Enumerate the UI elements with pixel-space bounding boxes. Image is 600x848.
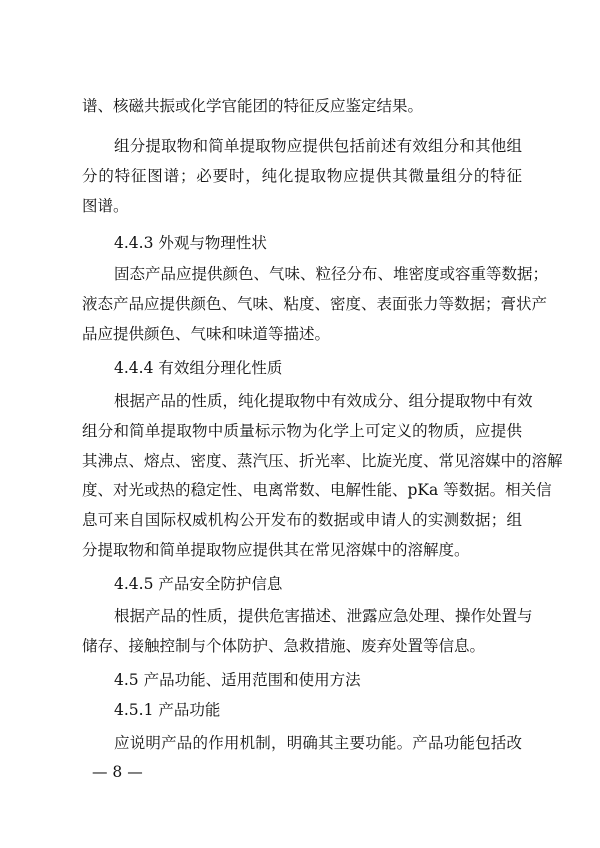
paragraph-line: 根据产品的性质，提供危害描述、泄露应急处理、操作处置与 — [114, 607, 533, 625]
paragraph-line: 固态产品应提供颜色、气味、粒径分布、堆密度或容重等数据； — [114, 265, 549, 283]
paragraph-line: 储存、接触控制与个体防护、急救措施、废弃处置等信息。 — [82, 637, 486, 655]
section-heading: 4.5.1 产品功能 — [114, 701, 221, 719]
section-heading: 4.4.5 产品安全防护信息 — [114, 575, 283, 593]
section-heading: 4.5 产品功能、适用范围和使用方法 — [114, 671, 361, 689]
paragraph-line: 分的特征图谱；必要时，纯化提取物应提供其微量组分的特征 — [82, 167, 522, 185]
paragraph-line: 应说明产品的作用机制，明确其主要功能。产品功能包括改 — [114, 734, 522, 752]
paragraph-line: 根据产品的性质，纯化提取物中有效成分、组分提取物中有效 — [114, 392, 533, 410]
paragraph-line: 其沸点、熔点、密度、蒸汽压、折光率、比旋光度、常见溶媒中的溶解 — [82, 452, 563, 470]
section-heading: 4.4.4 有效组分理化性质 — [114, 359, 283, 377]
page-number: — 8 — — [92, 763, 143, 781]
section-heading: 4.4.3 外观与物理性状 — [114, 234, 267, 252]
paragraph-line: 品应提供颜色、气味和味道等描述。 — [82, 325, 331, 343]
paragraph-line: 图谱。 — [82, 197, 129, 215]
paragraph-line: 组分提取物和简单提取物应提供包括前述有效组分和其他组 — [114, 137, 522, 155]
paragraph-line: 息可来自国际权威机构公开发布的数据或申请人的实测数据；组 — [82, 511, 522, 529]
paragraph-line: 液态产品应提供颜色、气味、粘度、密度、表面张力等数据；膏状产 — [82, 295, 548, 313]
paragraph-line: 度、对光或热的稳定性、电离常数、电解性能、pKa 等数据。相关信 — [82, 481, 552, 499]
paragraph-line: 分提取物和简单提取物应提供其在常见溶媒中的溶解度。 — [82, 541, 470, 559]
paragraph-line: 组分和简单提取物中质量标示物为化学上可定义的物质，应提供 — [82, 422, 522, 440]
paragraph-line: 谱、核磁共振或化学官能团的特征反应鉴定结果。 — [82, 97, 424, 115]
